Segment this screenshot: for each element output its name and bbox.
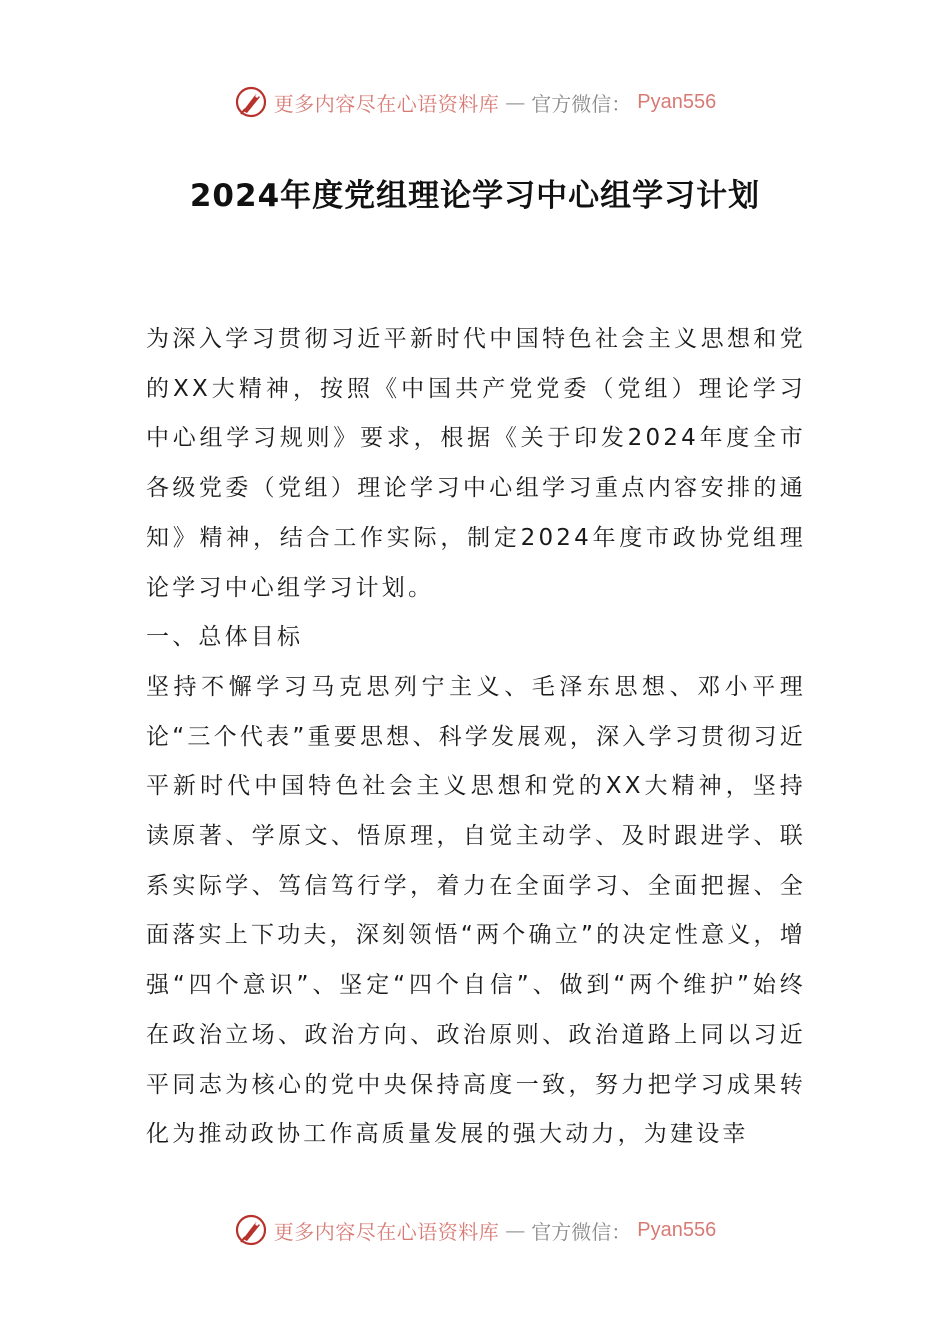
pen-nib-logo-icon — [234, 1213, 268, 1247]
section-paragraph: 坚持不懈学习马克思列宁主义、毛泽东思想、邓小平理论“三个代表”重要思想、科学发展观，深入学习贯彻习近平新时代中国特色社会主义思想和党的XX大精神，坚持读原著、学原文、悟原理，自觉主动学、及时跟进学、联系实际学、笃信笃行学，着力在全面学习、全面把握、全面落实上下功夫，深刻领悟“两个确立”的决定性意义，增强“四个意识”、坚定“四个自信”、做到“两个维护”始终在政治立场、政治方向、政治原则、政治道路上同以习近平同志为核心的党中央保持高度一致，努力把学习成果转化为推动政协工作高质量发展的强大动力，为建设幸 — [146, 673, 806, 1148]
watermark-text: 更多内容尽在心语资料库 — [273, 1219, 500, 1244]
wechat-id: Pyan556 — [637, 90, 717, 113]
watermark-separator: — — [505, 1218, 526, 1242]
intro-paragraph: 为深入学习贯彻习近平新时代中国特色社会主义思想和党的XX大精神，按照《中国共产党党委（党组）理论学习中心组学习规则》要求，根据《关于印发2024年度全市各级党委（党组）理论学习中心组学习重点内容安排的通知》精神，结合工作实际，制定2024年度市政协党组理论学习中心组学习计划。 — [146, 326, 806, 601]
header-watermark-banner — [0, 82, 950, 122]
pen-nib-logo-icon — [234, 85, 268, 119]
watermark-text: 更多内容尽在心语资料库 — [273, 91, 500, 116]
document-body — [146, 315, 806, 1160]
document-title: 2024年度党组理论学习中心组学习计划 — [189, 178, 761, 214]
wechat-label: 官方微信： — [531, 91, 632, 116]
footer-watermark-banner — [0, 1210, 950, 1250]
watermark-separator: — — [505, 90, 526, 114]
wechat-id: Pyan556 — [637, 1218, 717, 1241]
section-heading: 一、总体目标 — [146, 624, 304, 651]
wechat-label: 官方微信： — [531, 1219, 632, 1244]
